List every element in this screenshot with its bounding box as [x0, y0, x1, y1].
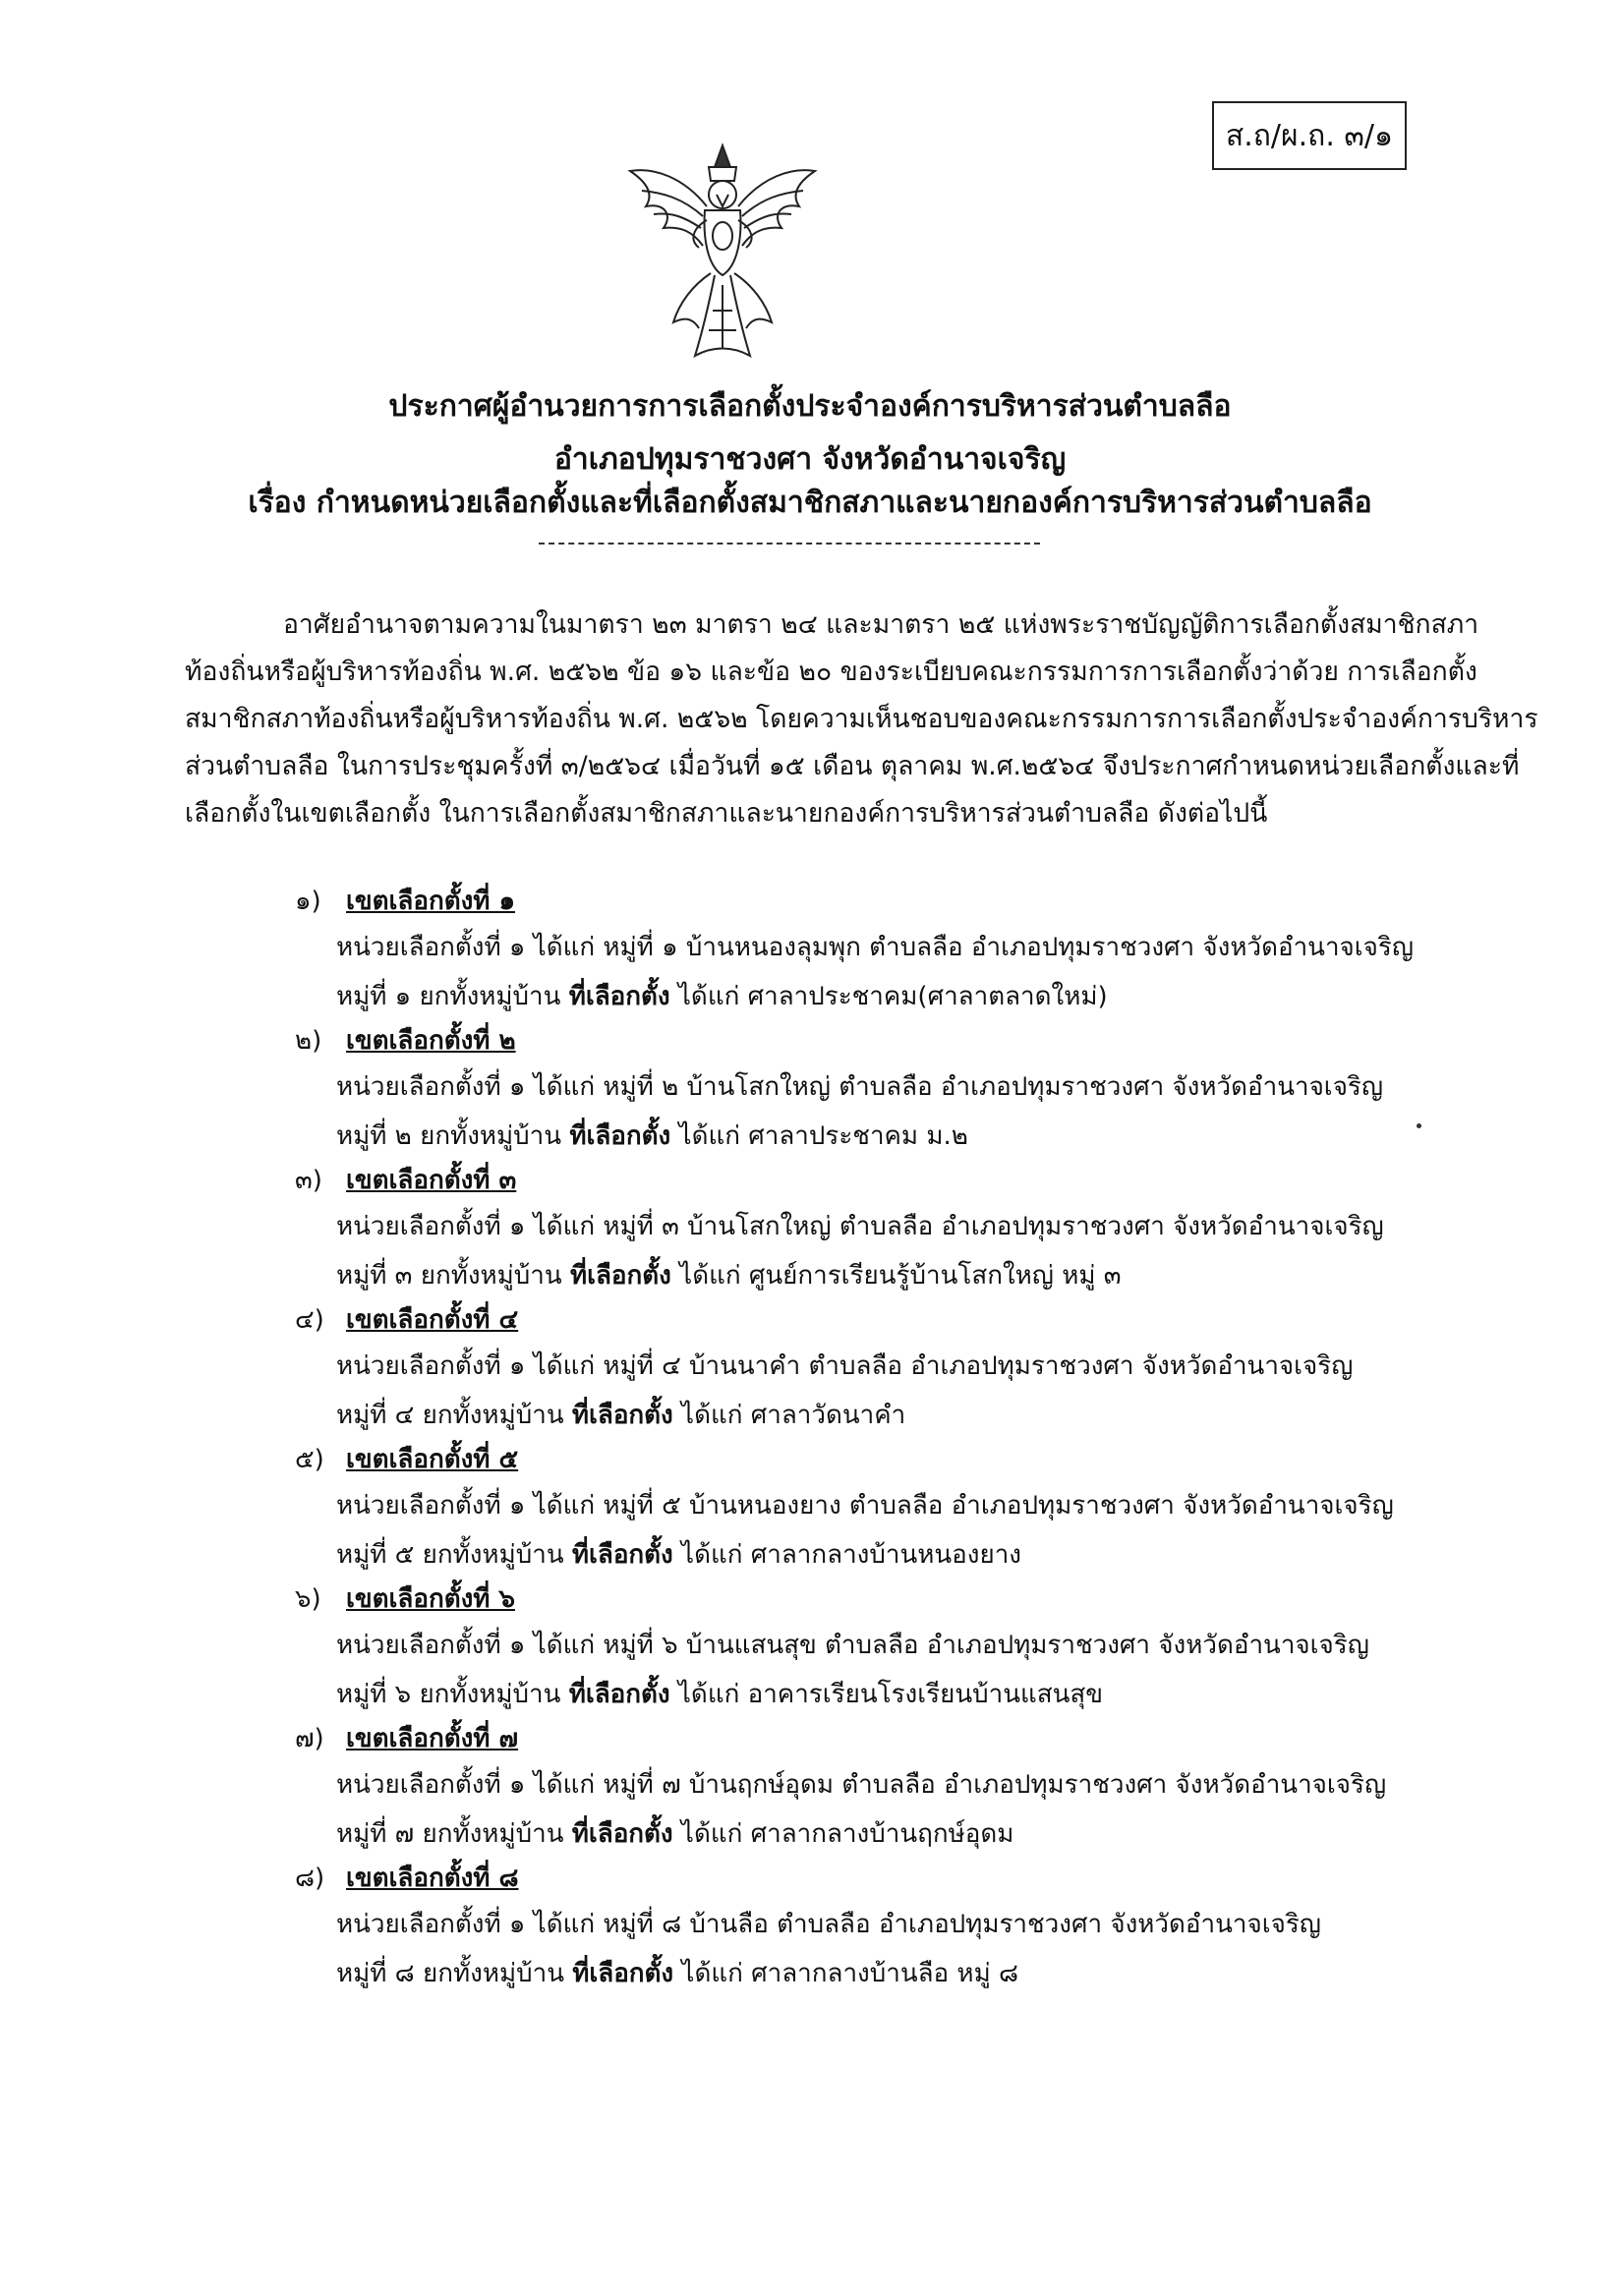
polling-unit-line: หน่วยเลือกตั้งที่ ๑ ได้แก่ หมู่ที่ ๒ บ้านโสกใหญ่ ตำบลลือ อำเภอปทุมราชวงศา จังหวัดอำนาจเจริญ: [336, 1072, 1384, 1102]
section-number: ๓): [295, 1166, 322, 1195]
section-number: ๖): [295, 1584, 321, 1614]
preamble-line: ท้องถิ่นหรือผู้บริหารท้องถิ่น พ.ศ. ๒๕๖๒ ข้อ ๑๖ และข้อ ๒๐ ของระเบียบคณะกรรมการการเลือกตั้งว่าด้วย การเลือกตั้ง: [185, 657, 1477, 687]
polling-unit-line: หน่วยเลือกตั้งที่ ๑ ได้แก่ หมู่ที่ ๔ บ้านนาคำ ตำบลลือ อำเภอปทุมราชวงศา จังหวัดอำนาจเจริญ: [336, 1351, 1354, 1381]
polling-place-label: ที่เลือกตั้ง: [568, 982, 670, 1011]
polling-place-label: ที่เลือกตั้ง: [568, 1680, 670, 1709]
section-title: เขตเลือกตั้งที่ ๓: [346, 1166, 517, 1195]
preamble-line: เลือกตั้งในเขตเลือกตั้ง ในการเลือกตั้งสมาชิกสภาและนายกองค์การบริหารส่วนตำบลลือ ดังต่อไปนี้: [185, 798, 1268, 829]
preamble-line: อาศัยอำนาจตามความในมาตรา ๒๓ มาตรา ๒๔ และมาตรา ๒๕ แห่งพระราชบัญญัติการเลือกตั้งสมาชิกสภา: [283, 609, 1479, 640]
polling-unit-line: หน่วยเลือกตั้งที่ ๑ ได้แก่ หมู่ที่ ๘ บ้านลือ ตำบลลือ อำเภอปทุมราชวงศา จังหวัดอำนาจเจริญ: [336, 1910, 1321, 1939]
preamble-line: ส่วนตำบลลือ ในการประชุมครั้งที่ ๓/๒๕๖๔ เมื่อวันที่ ๑๕ เดือน ตุลาคม พ.ศ.๒๕๖๔ จึงประกาศกำหนดหน่วยเลือกตั้งและที่: [185, 751, 1520, 781]
subject-line: เรื่อง กำหนดหน่วยเลือกตั้งและที่เลือกตั้งสมาชิกสภาและนายกองค์การบริหารส่วนตำบลลือ: [248, 486, 1372, 520]
polling-place-line: หมู่ที่ ๔ ยกทั้งหมู่บ้าน ที่เลือกตั้ง ได้แก่ ศาลาวัดนาคำ: [336, 1401, 906, 1430]
separator-line: [539, 543, 1040, 545]
polling-place-label: ที่เลือกตั้ง: [571, 1819, 673, 1849]
announcement-title: ประกาศผู้อำนวยการการเลือกตั้งประจำองค์การบริหารส่วนตำบลลือ: [388, 389, 1232, 424]
polling-place-line: หมู่ที่ ๘ ยกทั้งหมู่บ้าน ที่เลือกตั้ง ได้แก่ ศาลากลางบ้านลือ หมู่ ๘: [336, 1959, 1019, 1988]
section-title: เขตเลือกตั้งที่ ๘: [346, 1864, 519, 1893]
section-number: ๕): [295, 1445, 324, 1474]
polling-place-line: หมู่ที่ ๕ ยกทั้งหมู่บ้าน ที่เลือกตั้ง ได้แก่ ศาลากลางบ้านหนองยาง: [336, 1540, 1021, 1570]
polling-unit-line: หน่วยเลือกตั้งที่ ๑ ได้แก่ หมู่ที่ ๓ บ้านโสกใหญ่ ตำบลลือ อำเภอปทุมราชวงศา จังหวัดอำนาจเจริญ: [336, 1212, 1384, 1241]
garuda-emblem-icon: [624, 138, 821, 364]
polling-place-label: ที่เลือกตั้ง: [569, 1261, 671, 1291]
constituency-section: [295, 1578, 1455, 1719]
section-title: เขตเลือกตั้งที่ ๒: [346, 1026, 516, 1056]
section-title: เขตเลือกตั้งที่ ๕: [346, 1445, 519, 1474]
polling-place-line: หมู่ที่ ๓ ยกทั้งหมู่บ้าน ที่เลือกตั้ง ได้แก่ ศูนย์การเรียนรู้บ้านโสกใหญ่ หมู่ ๓: [336, 1261, 1122, 1291]
section-number: ๔): [295, 1305, 324, 1335]
constituency-section: [295, 1857, 1455, 1998]
form-code: ส.ถ/ผ.ถ. ๓/๑: [1225, 118, 1394, 153]
constituency-section: [295, 1019, 1455, 1161]
polling-place-line: หมู่ที่ ๖ ยกทั้งหมู่บ้าน ที่เลือกตั้ง ได้แก่ อาคารเรียนโรงเรียนบ้านแสนสุข: [336, 1680, 1104, 1709]
section-title: เขตเลือกตั้งที่ ๗: [346, 1724, 519, 1753]
polling-place-label: ที่เลือกตั้ง: [569, 1121, 671, 1151]
polling-place-line: หมู่ที่ ๒ ยกทั้งหมู่บ้าน ที่เลือกตั้ง ได้แก่ ศาลาประชาคม ม.๒: [336, 1121, 968, 1151]
scan-speck: [1417, 1123, 1421, 1128]
section-number: ๗): [295, 1724, 324, 1753]
polling-unit-line: หน่วยเลือกตั้งที่ ๑ ได้แก่ หมู่ที่ ๗ บ้านฤกษ์อุดม ตำบลลือ อำเภอปทุมราชวงศา จังหวัดอำนาจเจริญ: [336, 1770, 1387, 1800]
district-province-line: อำเภอปทุมราชวงศา จังหวัดอำนาจเจริญ: [553, 442, 1067, 477]
constituency-section: [295, 1717, 1455, 1859]
polling-place-label: ที่เลือกตั้ง: [571, 1540, 673, 1570]
constituency-section: [295, 1159, 1455, 1300]
polling-place-line: หมู่ที่ ๑ ยกทั้งหมู่บ้าน ที่เลือกตั้ง ได้แก่ ศาลาประชาคม(ศาลาตลาดใหม่): [336, 982, 1108, 1011]
section-title: เขตเลือกตั้งที่ ๑: [346, 887, 515, 916]
constituency-section: [295, 1438, 1455, 1579]
section-title: เขตเลือกตั้งที่ ๔: [346, 1305, 519, 1335]
polling-unit-line: หน่วยเลือกตั้งที่ ๑ ได้แก่ หมู่ที่ ๑ บ้านหนองลุมพุก ตำบลลือ อำเภอปทุมราชวงศา จังหวัดอำนาจเจริญ: [336, 933, 1415, 962]
section-number: ๑): [295, 887, 321, 916]
constituency-section: [295, 880, 1455, 1021]
polling-place-line: หมู่ที่ ๗ ยกทั้งหมู่บ้าน ที่เลือกตั้ง ได้แก่ ศาลากลางบ้านฤกษ์อุดม: [336, 1819, 1014, 1849]
polling-unit-line: หน่วยเลือกตั้งที่ ๑ ได้แก่ หมู่ที่ ๕ บ้านหนองยาง ตำบลลือ อำเภอปทุมราชวงศา จังหวัดอำนาจเจริญ: [336, 1491, 1394, 1521]
preamble-paragraph: [185, 602, 1538, 837]
preamble-line: สมาชิกสภาท้องถิ่นหรือผู้บริหารท้องถิ่น พ.ศ. ๒๕๖๒ โดยความเห็นชอบของคณะกรรมการการเลือกตั้งประจำองค์การบริหาร: [185, 704, 1538, 734]
constituency-section: [295, 1298, 1455, 1440]
form-code-box: [1212, 101, 1407, 170]
polling-unit-line: หน่วยเลือกตั้งที่ ๑ ได้แก่ หมู่ที่ ๖ บ้านแสนสุข ตำบลลือ อำเภอปทุมราชวงศา จังหวัดอำนาจเจริญ: [336, 1631, 1369, 1660]
section-title: เขตเลือกตั้งที่ ๖: [346, 1584, 515, 1614]
polling-place-label: ที่เลือกตั้ง: [571, 1401, 673, 1430]
polling-place-label: ที่เลือกตั้ง: [572, 1959, 674, 1988]
section-number: ๘): [295, 1864, 325, 1893]
section-number: ๒): [295, 1026, 322, 1056]
